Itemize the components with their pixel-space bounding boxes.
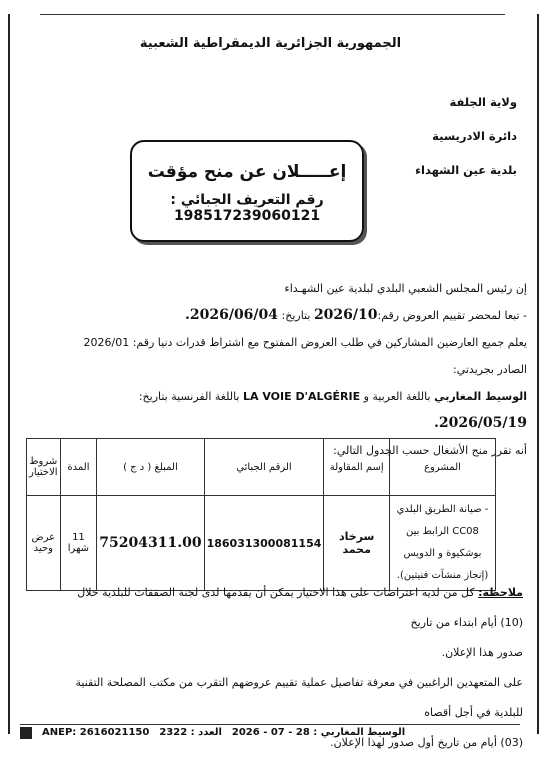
wilaya-label: ولاية الجلفة — [449, 95, 517, 109]
cell-project — [389, 496, 495, 591]
body-line-2-text: - تبعا لمحضر تقييم العروض رقم: — [377, 309, 527, 322]
daira-label: دائرة الادريسية — [432, 129, 517, 143]
body-line-2 — [67, 302, 527, 329]
footer-bar — [20, 724, 520, 740]
body-line-1: إن رئيس المجلس الشعبي البلدي لبلدية عين الشهـداء — [284, 282, 527, 295]
cell-criteria: عرض وحيد — [27, 496, 61, 591]
header-criteria: شروط الاختيار — [27, 439, 61, 496]
right-margin-line — [537, 14, 539, 734]
publication-date: 2026/05/19. — [433, 415, 527, 431]
newspaper-ar: الوسيط المغاربي — [434, 390, 527, 403]
tax-id-line — [132, 192, 362, 224]
note-line-3: على المتعهدين الراغبين في معرفة تفاصيل عملية تقييم عروضهم التقرب من مكتب المصلحة التقنية للبلدية في أجل أقصاه — [75, 676, 523, 719]
footer-date: 2026 - 07 - 28 : الوسيط المغاربي — [231, 727, 406, 738]
body-line-4-d: باللغة الفرنسية بتاريخ: — [138, 390, 240, 403]
left-margin-line — [8, 14, 10, 734]
note-label: ملاحظة: — [478, 586, 523, 599]
announcement-body — [67, 275, 527, 464]
project-line-1: - صيانة الطريق البلدي CC08 الرابط بين — [396, 504, 489, 537]
header-company: إسم المقاولة — [324, 439, 390, 496]
cell-duration: 11 شهرا — [60, 496, 97, 591]
cell-amount: 75204311.00 — [97, 496, 204, 591]
body-line-3: يعلم جميع العارضين المشاركين في طلب العروض المفتوح مع اشتراط قدرات دنيا رقم: 2026/01 الصادر بجريدتي: — [83, 336, 527, 376]
footer-anep: ANEP: 2616021150 — [42, 727, 150, 738]
commune-label: بلدية عين الشهداء — [415, 163, 517, 177]
table-row — [27, 496, 496, 591]
body-line-4 — [67, 383, 527, 437]
footer-issue: 2322 : العدد — [159, 727, 222, 738]
body-line-4-b: باللغة العربية و — [363, 390, 431, 403]
announcement-title-box — [130, 140, 364, 242]
award-table — [26, 438, 496, 591]
announcement-title: إعـــــلان عن منح مؤقت — [147, 162, 347, 182]
tax-id-value: 198517239060121 — [173, 208, 321, 224]
header-duration: المدة — [60, 439, 97, 496]
evaluation-date: 2026/06/04. — [184, 307, 279, 323]
header-project: المشروع — [389, 439, 495, 496]
note-line-1 — [53, 578, 523, 638]
header-tax-id: الرقم الجبائي — [204, 439, 324, 496]
republic-heading: الجمهورية الجزائرية الديمقراطية الشعبية — [139, 36, 402, 51]
evaluation-number: 2026/10 — [313, 307, 378, 323]
cell-tax-id: 186031300081154 — [204, 496, 324, 591]
body-line-2-mid: بتاريخ: — [281, 309, 311, 322]
newspaper-fr: LA VOIE D'ALGÉRIE — [242, 390, 361, 403]
header-amount: المبلغ ( د ج ) — [97, 439, 204, 496]
note-text-1: كل من لديه اعتراضات على هذا الاختيار يمكن أن يقدمها لدى لجنة الصفقات للبلدية خلال (10) أيام ابتداء من تاريخ — [77, 586, 523, 629]
tax-id-label: رقم التعريف الجبائي : — [170, 192, 324, 208]
footer-marker — [20, 727, 32, 739]
table-header-row — [27, 439, 496, 496]
note-line-2: صدور هذا الإعلان. — [441, 646, 523, 659]
note-line-4: (03) أيام من تاريخ أول صدور لهذا الإعلان. — [330, 736, 523, 749]
cell-company: سرخاد محمد — [324, 496, 390, 591]
top-rule — [40, 14, 505, 15]
project-line-2: بوشكيوة و الدويس (إنجاز منشآت فنيتين). — [396, 548, 489, 581]
body-line-5: أنه تقرر منح الأشغال حسب الجدول التالي: — [333, 444, 527, 457]
